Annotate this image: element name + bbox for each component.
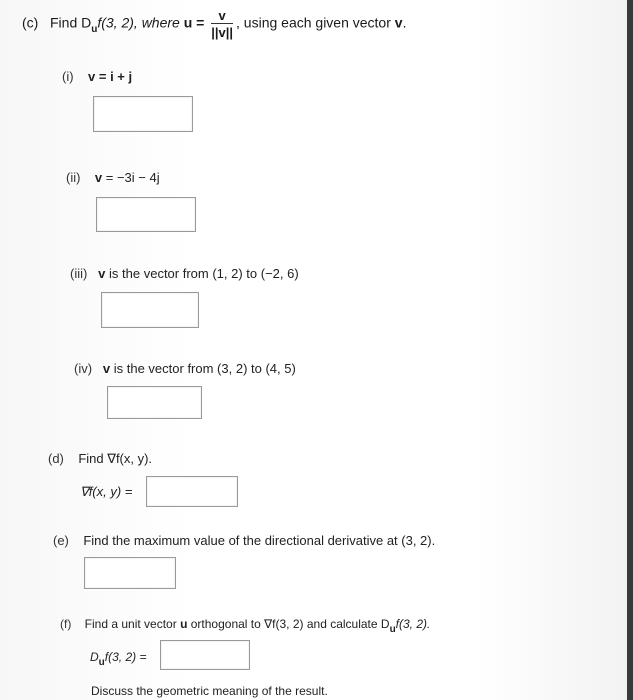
part-f-discuss — [91, 684, 328, 698]
part-d — [48, 451, 152, 467]
answer-box-gradient[interactable] — [146, 476, 238, 507]
part-c-header — [22, 9, 406, 39]
part-f-prompt-a: Find a unit vector — [84, 617, 177, 631]
item-iii — [70, 266, 299, 281]
part-e — [53, 533, 435, 548]
part-f — [60, 617, 431, 635]
item-iii-expr: is the vector from (1, 2) to (−2, 6) — [109, 266, 299, 281]
part-d-prompt: Find ∇f(x, y). — [78, 451, 153, 466]
part-f-u-bold: u — [180, 617, 188, 631]
part-c-v-bold: v — [394, 14, 403, 31]
part-c-sub-u: u — [91, 23, 98, 35]
item-iii-v: v — [98, 266, 106, 281]
fraction-denominator: ||v|| — [211, 25, 234, 40]
part-f-answer-d: D — [90, 650, 99, 664]
item-iv-label: (iv) — [74, 361, 93, 376]
item-i-label: (i) — [62, 69, 74, 84]
item-iv — [74, 361, 296, 376]
gradient-label: ∇f(x, y) = — [80, 484, 133, 499]
part-e-label: (e) — [53, 533, 69, 548]
part-d-label: (d) — [48, 451, 64, 466]
part-c-after: , using each given vector — [236, 14, 391, 31]
answer-box-iv[interactable] — [107, 386, 202, 419]
part-c-period: . — [402, 14, 407, 31]
fraction-numerator: v — [211, 9, 233, 24]
item-iv-v: v — [102, 361, 111, 376]
item-i — [62, 69, 132, 84]
part-f-label: (f) — [60, 617, 72, 631]
answer-box-iii[interactable] — [101, 292, 199, 328]
item-iv-expr: is the vector from (3, 2) to (4, 5) — [113, 361, 296, 376]
part-f-answer-rest: f(3, 2) = — [104, 650, 147, 664]
item-ii — [66, 170, 160, 185]
part-c-label: (c) — [22, 14, 39, 31]
item-ii-v: v — [94, 170, 103, 185]
answer-box-ii[interactable] — [96, 197, 196, 232]
part-f-prompt-b: orthogonal to ∇f(3, 2) and calculate D — [190, 617, 390, 631]
item-iii-label: (iii) — [70, 266, 88, 281]
item-i-expr: = i + j — [98, 69, 133, 84]
discuss-text: Discuss the geometric meaning of the result. — [91, 684, 328, 698]
unit-vector-fraction — [211, 9, 233, 39]
part-f-answer-label — [90, 650, 147, 668]
part-c-find-text: Find D — [50, 14, 92, 31]
part-f-answer-sub: u — [98, 657, 105, 668]
part-d-answer-label — [80, 484, 132, 500]
item-ii-expr: = −3i − 4j — [105, 170, 160, 185]
part-f-sub-u: u — [389, 624, 396, 635]
part-e-prompt: Find the maximum value of the directional derivative at (3, 2). — [83, 533, 436, 548]
answer-box-max[interactable] — [84, 557, 176, 589]
item-ii-label: (ii) — [66, 170, 81, 185]
answer-box-directional[interactable] — [160, 640, 250, 670]
item-i-v: v — [88, 69, 96, 84]
part-c-u-eq: u = — [183, 14, 205, 31]
answer-box-i[interactable] — [93, 96, 193, 132]
photo-edge — [627, 0, 633, 700]
part-f-prompt-c: f(3, 2). — [395, 617, 431, 631]
part-c-func: f(3, 2), where — [97, 14, 180, 31]
